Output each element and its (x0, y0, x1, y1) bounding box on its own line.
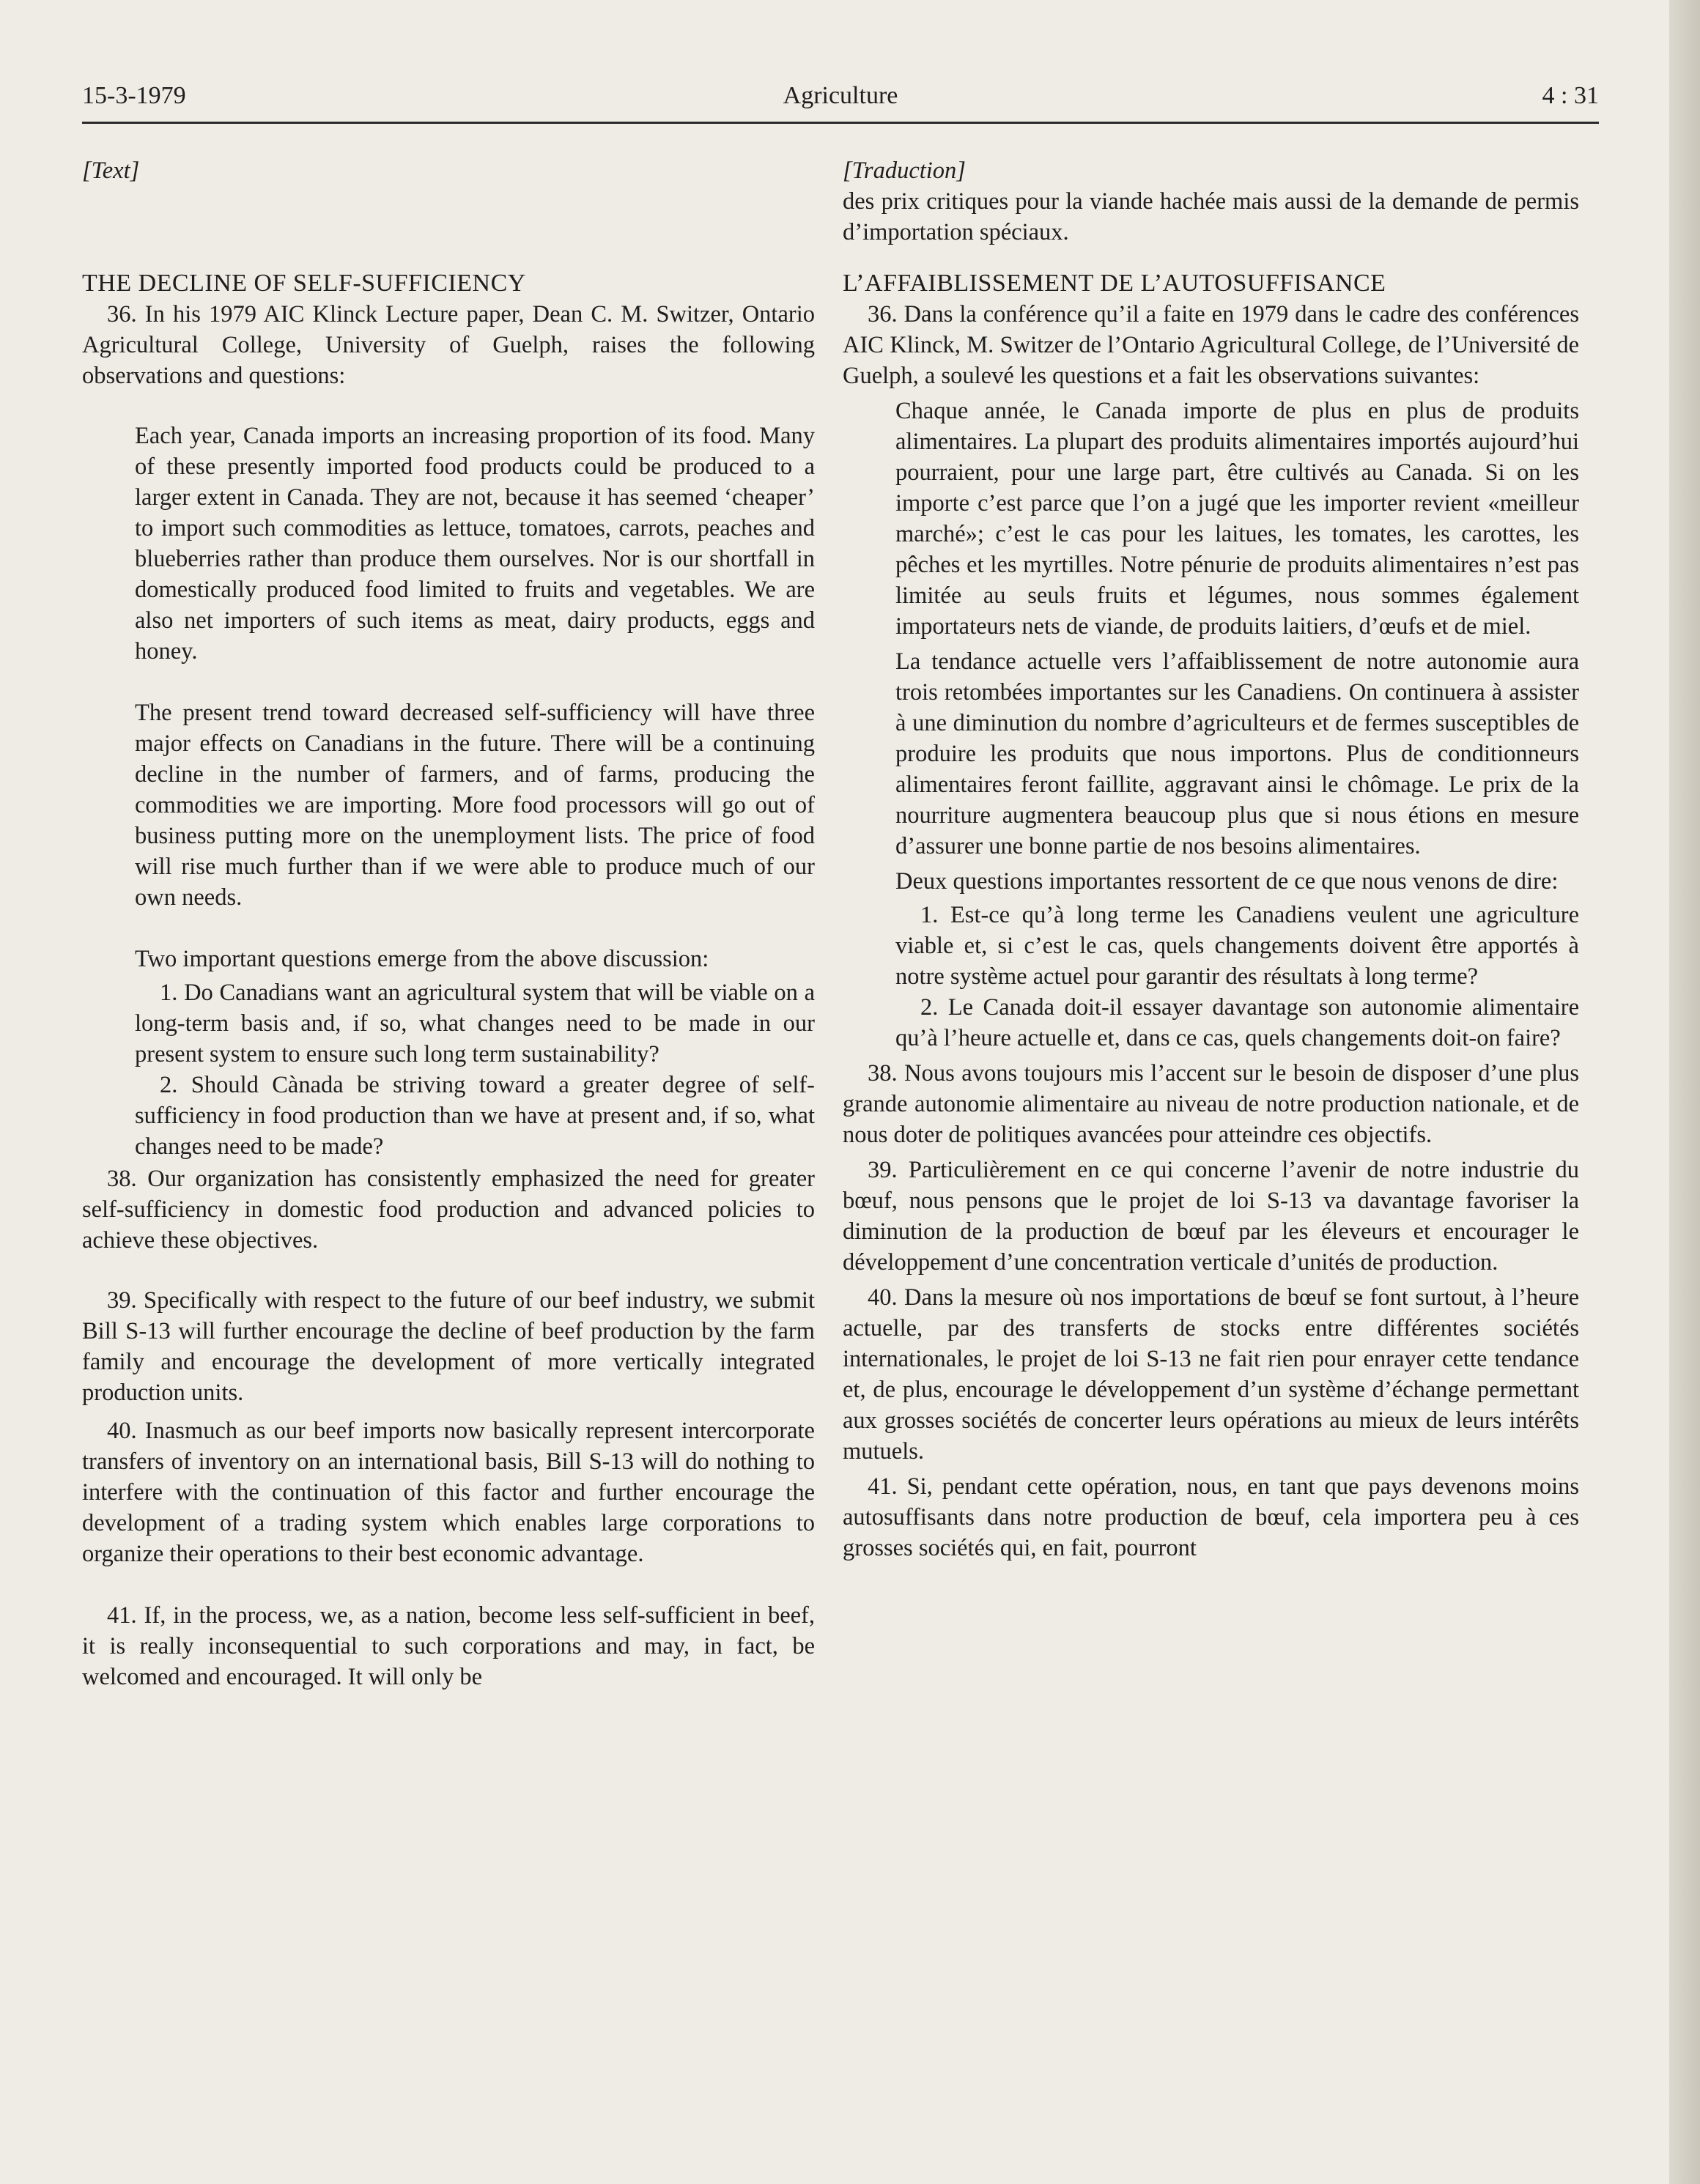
quote-paragraph-3-en: Two important questions emerge from the above discussion: (135, 946, 709, 972)
paragraph-41-fr: 41. Si, pendant cette opération, nous, en tant que pays devenons moins autosuffisants dans notre production de bœuf, cela importera peu à ces grosses sociétés qui, en fait, pourront (843, 1473, 1579, 1561)
quote-paragraph-1-fr: Chaque année, le Canada importe de plus en plus de produits alimentaires. La plupart des produits alimentaires importés aujourd’hui pourraient, pour une large part, être cultivés au Canada. Si on les importe c’est parce que l’on a jugé que les importer revient «meilleur marché»; c’est le cas pour les laitues, les tomates, les carottes, les pêches et les myrtilles. Notre pénurie de produits alimentaires n’est pas limitée au seuls fruits et légumes, nous sommes également importateurs nets de viande, de produits laitiers, d’œufs et de miel. (895, 398, 1579, 640)
paragraph-38-fr: 38. Nous avons toujours mis l’accent sur le besoin de disposer d’une plus grande autonomie alimentaire au niveau de notre production nationale, et de nous doter de politiques avancées pour atteindre ces objectifs. (843, 1060, 1579, 1148)
translation-label: [Traduction] (843, 158, 966, 184)
french-column (843, 155, 1579, 1563)
question-2-en: 2. Should Cànada be striving toward a greater degree of self-sufficiency in food production than we have at present and, if so, what changes need to be made? (135, 1072, 815, 1160)
paragraph-38-en: 38. Our organization has consistently emphasized the need for greater self-sufficiency in domestic food production and advanced policies to achieve these objectives. (82, 1166, 815, 1254)
quote-paragraph-2-fr: La tendance actuelle vers l’affaiblissement de notre autonomie aura trois retombées importantes sur les Canadiens. On continuera à assister à une diminution du nombre d’agriculteurs et de fermes susceptibles de produire les produits que nous importons. Plus de conditionneurs alimentaires feront faillite, aggravant ainsi le chômage. Le prix de la nourriture augmentera beaucoup plus que si nous étions en mesure d’assurer une bonne partie de nos besoins alimentaires. (895, 648, 1579, 859)
question-2-fr: 2. Le Canada doit-il essayer davantage son autonomie alimentaire qu’à l’heure actuelle et, dans ce cas, quels changements doit-on faire? (895, 994, 1579, 1051)
quote-paragraph-2-en: The present trend toward decreased self-sufficiency will have three major effects on Canadians in the future. There will be a continuing decline in the number of farmers, and of farms, producing the commodities we are importing. More food processors will go out of business putting more on the unemployment lists. The price of food will rise much further than if we were able to produce much of our own needs. (135, 700, 815, 911)
english-column (82, 155, 815, 1692)
paragraph-39-fr: 39. Particulièrement en ce qui concerne l’avenir de notre industrie du bœuf, nous pensons que le projet de loi S-13 va davantage favoriser la diminution de la production de bœuf par les éleveurs et encourager le développement d’une concentration verticale d’unités de production. (843, 1157, 1579, 1276)
paragraph-41-en: 41. If, in the process, we, as a nation, become less self-sufficient in beef, it is really inconsequential to such corporations and may, in fact, be welcomed and encouraged. It will only be (82, 1602, 815, 1690)
paragraph-40-en: 40. Inasmuch as our beef imports now basically represent intercorporate transfers of inventory on an international basis, Bill S-13 will do nothing to interfere with the continuation of this factor and further encourage the development of a trading system which enables large corporations to organize their operations to their best economic advantage. (82, 1418, 815, 1567)
running-header (82, 81, 1599, 124)
paragraph-36-en: 36. In his 1979 AIC Klinck Lecture paper, Dean C. M. Switzer, Ontario Agricultural College, University of Guelph, raises the following observations and questions: (82, 301, 815, 389)
section-heading-en: THE DECLINE OF SELF-SUFFICIENCY (82, 270, 526, 297)
section-heading-fr: L’AFFAIBLISSEMENT DE L’AUTOSUFFISANCE (843, 270, 1386, 297)
header-page-number: 4 : 31 (1542, 82, 1599, 109)
continued-paragraph-fr: des prix critiques pour la viande hachée mais aussi de la demande de permis d’importation spéciaux. (843, 188, 1579, 245)
quote-paragraph-1-en: Each year, Canada imports an increasing proportion of its food. Many of these presently imported food products could be produced to a larger extent in Canada. They are not, because it has seemed ‘cheaper’ to import such commodities as lettuce, tomatoes, carrots, peaches and blueberries rather than produce them ourselves. Nor is our shortfall in domestically produced food limited to fruits and vegetables. We are also net importers of such items as meat, dairy products, eggs and honey. (135, 423, 815, 665)
question-1-fr: 1. Est-ce qu’à long terme les Canadiens veulent une agriculture viable et, si c’est le cas, quels changements doivent être apportés à notre système actuel pour garantir des résultats à long terme? (895, 902, 1579, 990)
paragraph-39-en: 39. Specifically with respect to the future of our beef industry, we submit Bill S-13 will further encourage the decline of beef production by the farm family and encourage the development of more vertically integrated production units. (82, 1287, 815, 1406)
quote-paragraph-3-fr: Deux questions importantes ressortent de ce que nous venons de dire: (895, 868, 1559, 895)
text-label: [Text] (82, 158, 140, 184)
question-1-en: 1. Do Canadians want an agricultural system that will be viable on a long-term basis and, if so, what changes need to be made in our present system to ensure such long term sustainability? (135, 980, 815, 1067)
page-edge-shadow (1669, 0, 1700, 2184)
paragraph-40-fr: 40. Dans la mesure où nos importations de bœuf se font surtout, à l’heure actuelle, par des transferts de stocks entre différentes sociétés internationales, le projet de loi S-13 ne fait rien pour enrayer cette tendance et, de plus, encourage le développement d’un système d’échange permettant aux grosses sociétés de concerter leurs opérations au mieux de leurs intérêts mutuels. (843, 1284, 1579, 1465)
paragraph-36-fr: 36. Dans la conférence qu’il a faite en 1979 dans le cadre des conférences AIC Klinck, M. Switzer de l’Ontario Agricultural College, de l’Université de Guelph, a soulevé les questions et a fait les observations suivantes: (843, 301, 1579, 389)
header-section-title: Agriculture (783, 82, 898, 109)
header-date: 15-3-1979 (82, 82, 186, 109)
